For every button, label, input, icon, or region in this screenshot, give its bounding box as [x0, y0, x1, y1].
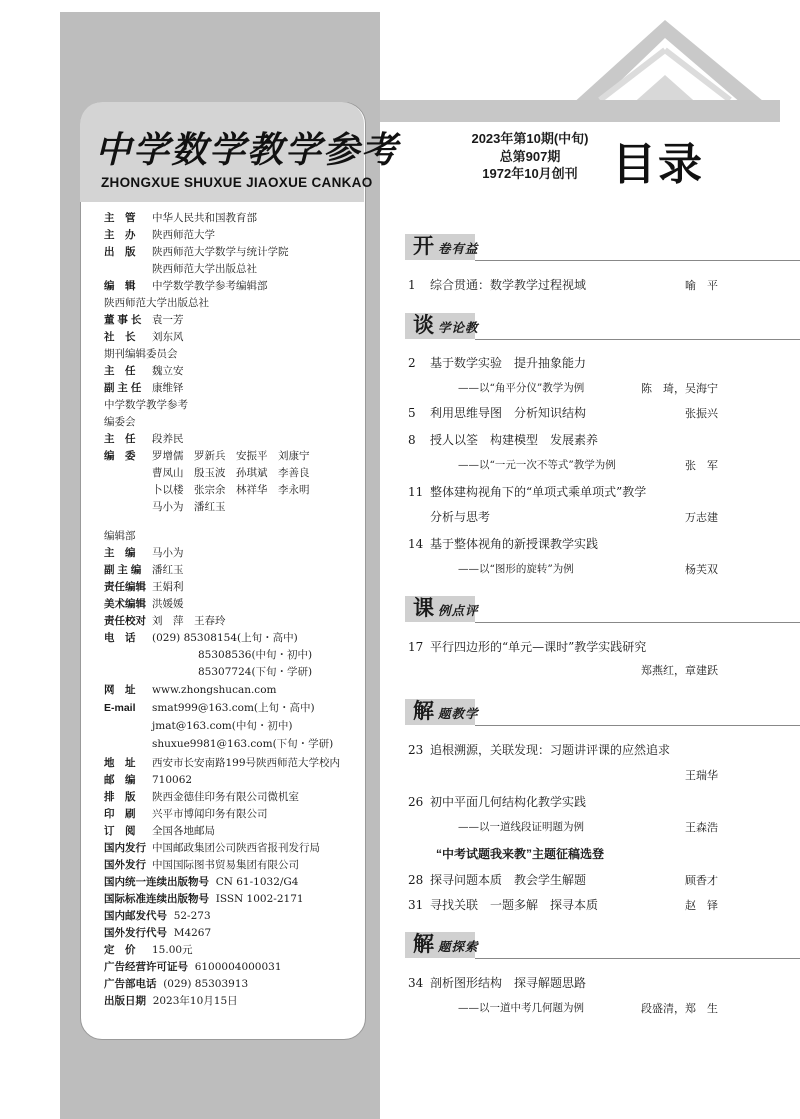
toc-entry[interactable]: 26 初中平面几何结构化教学实践: [408, 795, 587, 809]
toc-author: 喻 平: [685, 279, 718, 292]
toc-entry[interactable]: 1 综合贯通：数学教学过程视域: [408, 278, 587, 292]
toc-author: 赵 铎: [685, 899, 718, 912]
toc-subtitle: ——以“角平分仪”教学为例: [458, 382, 585, 394]
journal-title-pinyin: ZHONGXUE SHUXUE JIAOXUE CANKAO: [101, 175, 373, 190]
toc-author: 王森浩: [685, 821, 718, 834]
credit-row: E-mail smat999@163.com(上旬・高中): [104, 702, 315, 714]
credit-row: 85308536(中旬・初中): [198, 649, 313, 661]
credit-row: 邮 编 710062: [104, 774, 193, 786]
toc-entry-continued[interactable]: 分析与思考: [430, 510, 491, 524]
credit-row: 国外发行代号 M4267: [104, 927, 212, 939]
toc-author: 顾香才: [685, 874, 718, 887]
toc-author: 陈 琦，吴海宁: [641, 382, 718, 395]
toc-subtitle: ——以一道中考几何题为例: [458, 1002, 584, 1014]
section-header: 课 例点评: [405, 594, 800, 624]
header-gray-bar: [380, 100, 780, 122]
credit-row: 地 址 西安市长安南路199号陕西师范大学校内: [104, 757, 341, 769]
credit-row: 责任编辑 王娟利: [104, 581, 184, 593]
credit-row: 曹凤山 殷玉波 孙琪斌 李善良: [152, 467, 310, 479]
toc-entry[interactable]: 34 剖析图形结构 探寻解题思路: [408, 976, 587, 990]
credit-heading: 编辑部: [104, 530, 136, 542]
toc-subtitle: ——以“一元一次不等式”教学为例: [458, 459, 616, 471]
credit-row: 电 话 (029) 85308154(上旬・高中): [104, 632, 298, 644]
toc-entry[interactable]: 2 基于数学实验 提升抽象能力: [408, 356, 587, 370]
credit-row: 副 主 任 康维铎: [104, 382, 184, 394]
issue-line-1: 2023年第10期(中旬): [471, 131, 589, 146]
credit-row: 国外发行 中国国际图书贸易集团有限公司: [104, 859, 299, 871]
credit-row: 董 事 长 袁一芳: [104, 314, 184, 326]
credit-row: 社 长 刘东风: [104, 331, 184, 343]
credit-row: 出版日期 2023年10月15日: [104, 995, 238, 1007]
credit-heading: 期刊编辑委员会: [104, 348, 178, 360]
toc-entry[interactable]: 23 追根溯源，关联发现：习题讲评课的应然追求: [408, 743, 671, 757]
credit-row: shuxue9981@163.com(下旬・学研): [152, 738, 334, 750]
credit-row: 国际标准连续出版物号 ISSN 1002-2171: [104, 893, 304, 905]
credit-row: 国内统一连续出版物号 CN 61-1032/G4: [104, 876, 299, 888]
toc-author: 段盛清，郑 生: [641, 1002, 718, 1015]
credit-row: 美术编辑 洪媛媛: [104, 598, 184, 610]
section-header: 解 题探索: [405, 930, 800, 960]
credit-heading: 编委会: [104, 416, 136, 428]
toc-subtitle: ——以一道线段证明题为例: [458, 821, 584, 833]
credit-row: 陕西师范大学出版总社: [152, 263, 257, 275]
toc-entry[interactable]: 31 寻找关联 一题多解 探寻本质: [408, 898, 599, 912]
credit-row: 责任校对 刘 萍 王春玲: [104, 615, 226, 627]
credit-row: 国内发行 中国邮政集团公司陕西省报刊发行局: [104, 842, 320, 854]
toc-author: 张振兴: [685, 407, 718, 420]
toc-entry[interactable]: 14 基于整体视角的新授课教学实践: [408, 537, 599, 551]
toc-author: 万志建: [685, 511, 718, 524]
section-header: 开 卷有益: [405, 232, 800, 262]
credit-row: 出 版 陕西师范大学数学与统计学院: [104, 246, 289, 258]
credit-row: 主 编 马小为: [104, 547, 184, 559]
issue-line-2: 总第907期: [499, 148, 561, 164]
credit-row: jmat@163.com(中旬・初中): [152, 720, 293, 732]
credit-row: 网 址 www.zhongshucan.com: [104, 684, 277, 696]
toc-author: 张 军: [685, 459, 718, 472]
toc-author: 郑燕红，章建跃: [641, 664, 718, 677]
credit-row: 主 管 中华人民共和国教育部: [104, 212, 257, 224]
credit-row: 85307724(下旬・学研): [198, 666, 313, 678]
credit-row: 定 价 15.00元: [104, 944, 193, 956]
issue-line-3: 1972年10月创刊: [482, 166, 578, 181]
credit-heading: 陕西师范大学出版总社: [104, 297, 209, 309]
toc-heading: 目录: [612, 140, 704, 189]
credit-row: 编 委 罗增儒 罗新兵 安振平 刘康宁: [104, 450, 310, 462]
credit-heading: 中学数学教学参考: [104, 399, 188, 411]
credit-row: 广告经营许可证号 6100004000031: [104, 961, 282, 973]
toc-author: 杨芙双: [685, 563, 718, 576]
toc-author: 王瑞华: [685, 769, 718, 782]
credit-row: 排 版 陕西金德佳印务有限公司微机室: [104, 791, 299, 803]
credit-row: 卜以楼 张宗余 林祥华 李永明: [152, 484, 310, 496]
credit-row: 马小为 潘红玉: [152, 501, 226, 513]
toc-entry[interactable]: 17 平行四边形的“单元—课时”教学实践研究: [408, 640, 647, 654]
credit-row: 编 辑 中学数学教学参考编辑部: [104, 280, 268, 292]
credit-row: 主 任 段养民: [104, 433, 184, 445]
credit-row: 订 阅 全国各地邮局: [104, 825, 215, 837]
toc-subtitle: ——以“图形的旋转”为例: [458, 563, 574, 575]
section-header: 谈 学论教: [405, 311, 800, 341]
notice-heading: “中考试题我来教”主题征稿选登: [436, 847, 605, 861]
section-header: 解 题教学: [405, 697, 800, 727]
journal-title-chinese: 中学数学教学参考: [95, 129, 400, 171]
credit-row: 主 办 陕西师范大学: [104, 229, 215, 241]
credit-row: 印 刷 兴平市博闻印务有限公司: [104, 808, 268, 820]
credit-row: 副 主 编 潘红玉: [104, 564, 184, 576]
toc-entry[interactable]: 5 利用思维导图 分析知识结构: [408, 406, 587, 420]
toc-entry[interactable]: 28 探寻问题本质 教会学生解题: [408, 873, 587, 887]
credit-row: 国内邮发代号 52-273: [104, 910, 211, 922]
credit-row: 广告部电话 (029) 85303913: [104, 978, 249, 990]
issue-info: [460, 130, 600, 183]
credit-row: 主 任 魏立安: [104, 365, 184, 377]
toc-entry[interactable]: 11 整体建构视角下的“单项式乘单项式”教学: [408, 485, 647, 499]
toc-entry[interactable]: 8 授人以筌 构建模型 发展素养: [408, 433, 599, 447]
